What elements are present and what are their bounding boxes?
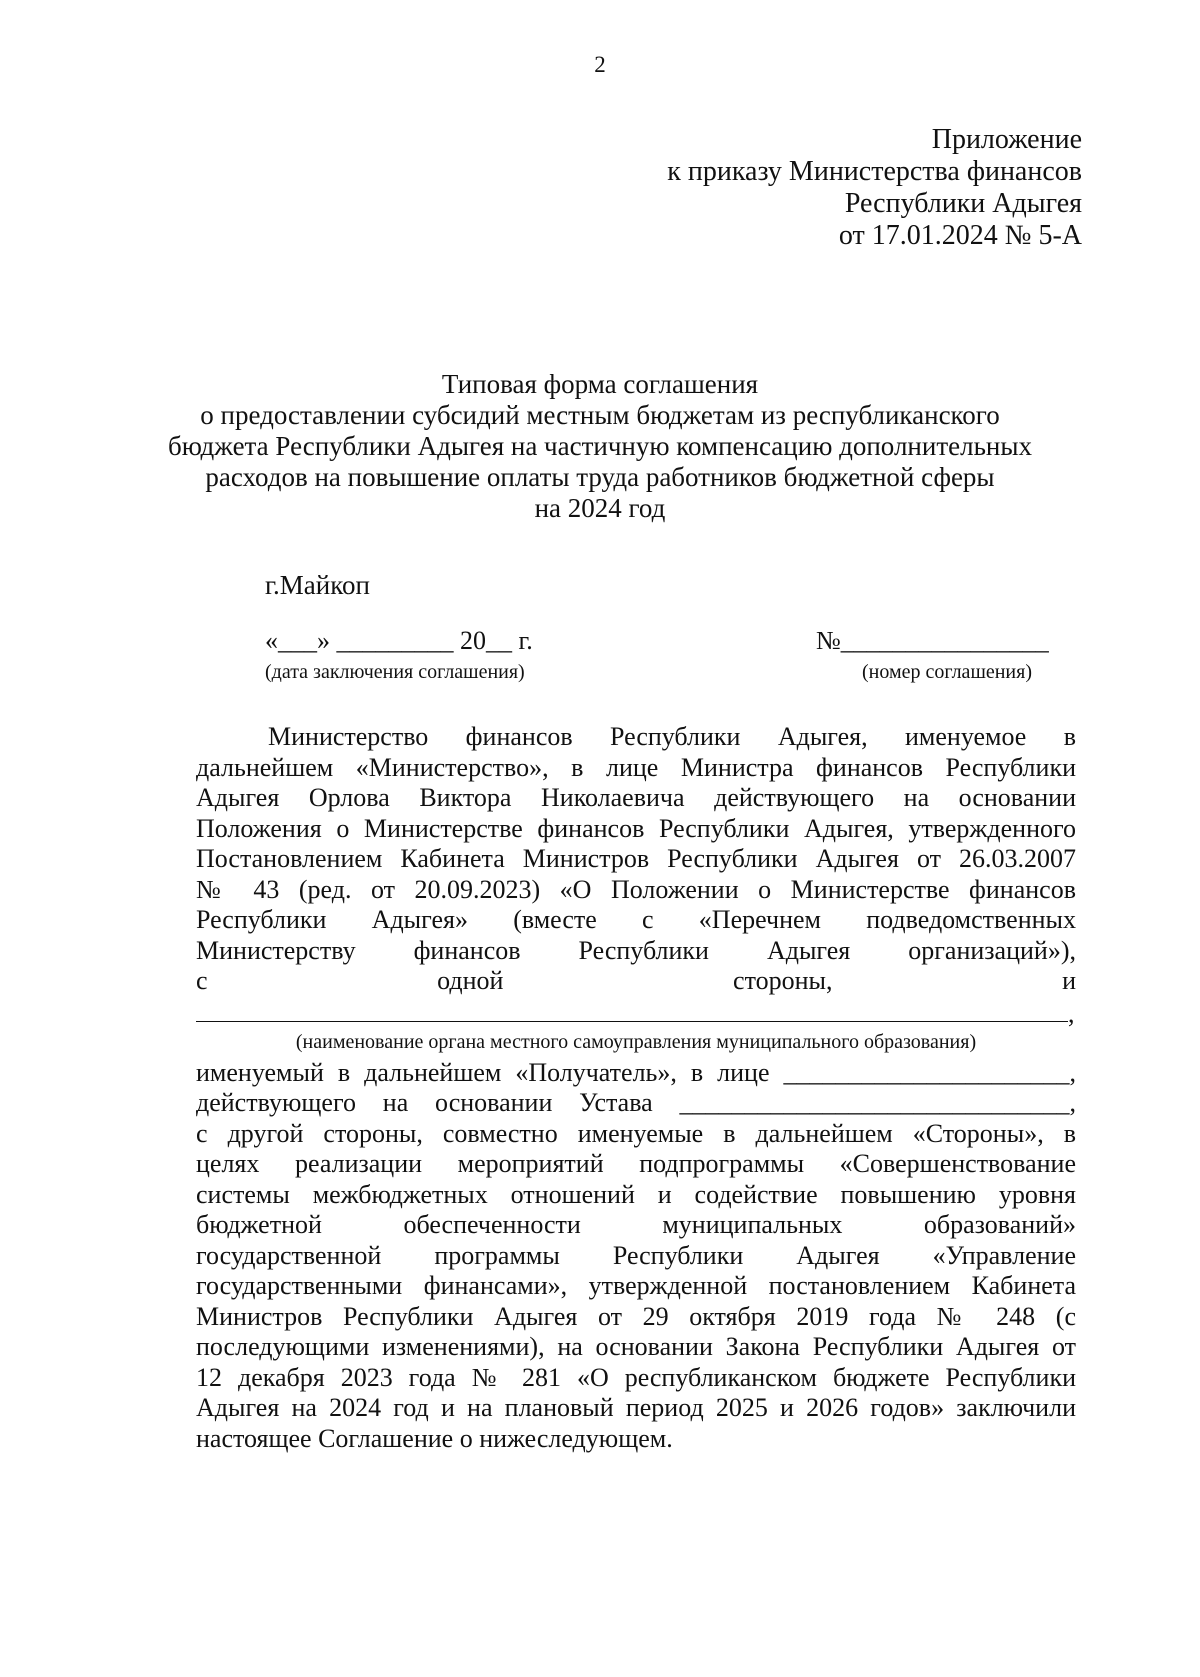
appendix-line: к приказу Министерства финансов	[667, 156, 1082, 187]
body-line: именуемый в дальнейшем «Получатель», в лице ______________________,	[196, 1057, 1076, 1087]
body-line: 12 декабря 2023 года № 281 «О республиканском бюджете Республики	[196, 1362, 1076, 1392]
document-title	[120, 369, 1080, 524]
body-line: последующими изменениями), на основании Закона Республики Адыгея от	[196, 1332, 1076, 1361]
body-line: государственной программы Республики Адыгея «Управление	[196, 1240, 1076, 1270]
appendix-line: Республики Адыгея	[844, 188, 1082, 219]
title-line: бюджета Республики Адыгея на частичную компенсацию дополнительных	[168, 431, 1032, 461]
title-line: расходов на повышение оплаты труда работников бюджетной сферы	[205, 462, 995, 492]
body-line: Министров Республики Адыгея от 29 октября 2019 года № 248 (с	[196, 1301, 1076, 1331]
city: г.Майкоп	[265, 570, 370, 600]
page-number: 2	[594, 52, 606, 77]
blank-fill-line	[196, 997, 1076, 1028]
agreement-number-field: №________________	[816, 626, 1049, 655]
body-line: с одной стороны, и	[196, 966, 1076, 995]
body-line: настоящее Соглашение о нижеследующем.	[196, 1423, 673, 1453]
body-line: Республики Адыгея» (вместе с «Перечнем подведомственных	[196, 905, 1076, 934]
body-line: Министерству финансов Республики Адыгея организаций»),	[196, 935, 1076, 965]
title-line: на 2024 год	[534, 493, 666, 523]
appendix-line: от 17.01.2024 № 5-А	[838, 220, 1082, 251]
body-line: Положения о Министерстве финансов Республики Адыгея, утвержденного	[196, 813, 1076, 843]
body-line: Адыгея Орлова Виктора Николаевича действующего на основании	[196, 783, 1076, 812]
body-line: целях реализации мероприятий подпрограммы «Совершенствование	[196, 1149, 1076, 1178]
fill-comma: ,	[1068, 998, 1075, 1027]
body-line: № 43 (ред. от 20.09.2023) «О Положении о Министерстве финансов	[196, 874, 1076, 904]
body-line: дальнейшем «Министерство», в лице Министра финансов Республики	[196, 752, 1076, 782]
appendix-line: Приложение	[931, 124, 1082, 155]
date-field: «___» _________ 20__ г.	[265, 626, 533, 655]
municipal-body-caption: (наименование органа местного самоуправления муниципального образования)	[295, 1031, 977, 1053]
date-caption: (дата заключения соглашения)	[265, 661, 525, 683]
body-line: действующего на основании Устава ______________________________,	[196, 1088, 1076, 1117]
agreement-number-caption: (номер соглашения)	[862, 661, 1032, 683]
fill-rule	[196, 997, 1068, 1022]
title-line: Типовая форма соглашения	[441, 369, 759, 399]
body-line: Министерство финансов Республики Адыгея, именуемое в	[268, 722, 1076, 751]
appendix-header	[667, 124, 1082, 252]
body-line: Постановлением Кабинета Министров Республики Адыгея от 26.03.2007	[196, 844, 1076, 873]
body-line: бюджетной обеспеченности муниципальных образований»	[196, 1210, 1076, 1239]
agreement-preamble	[196, 722, 1076, 1454]
body-line: с другой стороны, совместно именуемые в дальнейшем «Стороны», в	[196, 1118, 1076, 1148]
body-line: Адыгея на 2024 год и на плановый период 2025 и 2026 годов» заключили	[196, 1393, 1076, 1422]
title-line: о предоставлении субсидий местным бюджетам из республиканского	[200, 400, 1000, 430]
body-line: системы межбюджетных отношений и содействие повышению уровня	[196, 1179, 1076, 1209]
body-line: государственными финансами», утвержденной постановлением Кабинета	[196, 1271, 1076, 1300]
